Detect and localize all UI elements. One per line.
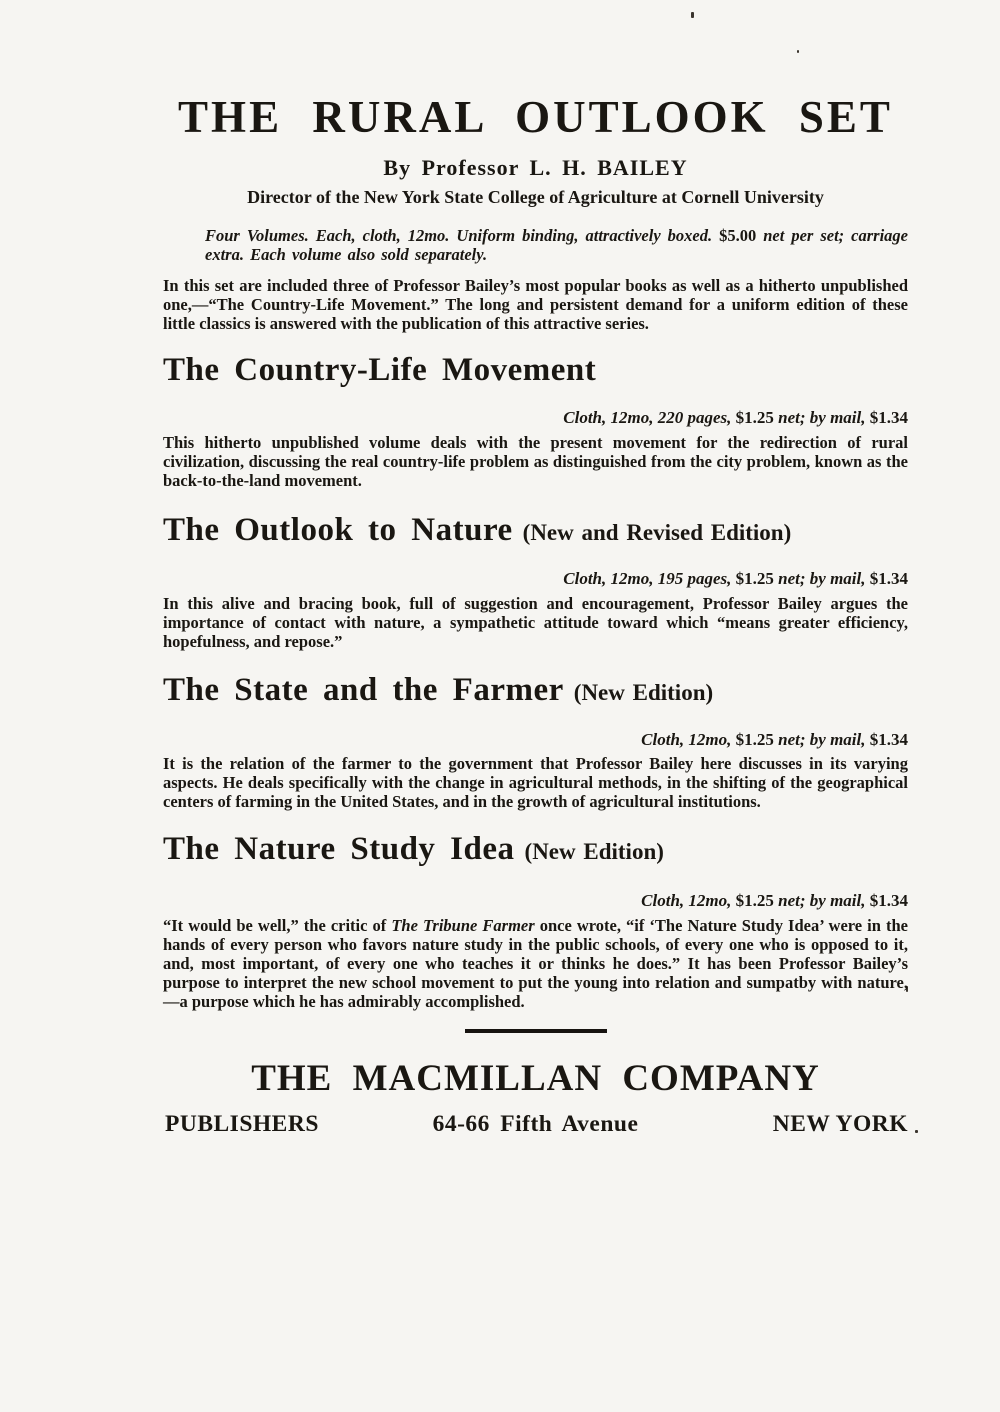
price-part: net; by mail, [773, 569, 870, 588]
price-amount: $1.25 [735, 569, 774, 588]
publisher-city: NEW YORK [772, 1110, 908, 1137]
book-title-country-life-movement [163, 349, 908, 391]
book-description: This hitherto unpublished volume deals with the present movement for the redirection of rural civilization, discussing the real country-life problem as distinguished from the city problem, known as the back-to-the-land movement. [163, 433, 908, 490]
price-part: Cloth, 12mo, [641, 891, 736, 910]
price-part: Cloth, 12mo, 195 pages, [563, 569, 736, 588]
price-amount: $1.25 [735, 730, 774, 749]
book-title-outlook-to-nature [163, 509, 908, 554]
edition-note: (New Edition) [573, 680, 714, 705]
price-part: Cloth, 12mo, 220 pages, [563, 408, 736, 427]
set-edition-note [205, 226, 908, 264]
edition-note: (New Edition) [524, 839, 664, 864]
price-line [163, 407, 908, 429]
set-note-segment: net per set; carriage extra. Each volume also sold separately. [205, 226, 908, 264]
cited-publication-title: The Tribune Farmer [391, 916, 535, 935]
price-part: net; by mail, [773, 891, 870, 910]
book-title-text: The Nature Study Idea [163, 831, 515, 867]
price-part: Cloth, 12mo, [641, 730, 736, 749]
price-amount: $1.34 [869, 569, 908, 588]
publisher-street-address: 64-66 Fifth Avenue [432, 1110, 639, 1137]
publisher-name: THE MACMILLAN COMPANY [251, 1057, 820, 1099]
price-amount: $1.34 [869, 730, 908, 749]
price-line [163, 729, 908, 751]
book-title-nature-study-idea [163, 828, 908, 873]
footer-divider-rule [465, 1029, 607, 1033]
price-amount: $1.25 [735, 891, 774, 910]
price-line [163, 568, 908, 590]
scan-speck [915, 1130, 918, 1133]
book-description: In this alive and bracing book, full of suggestion and encouragement, Professor Bailey argues the importance of contact with nature, a sympathetic attitude toward which “means greater efficiency, hopefulness, and repose.” [163, 594, 908, 651]
publisher-address-row [163, 1110, 908, 1138]
book-description [163, 916, 908, 1011]
set-title: THE RURAL OUTLOOK SET [178, 92, 893, 142]
author-byline: By Professor L. H. BAILEY [383, 155, 688, 180]
page-content [163, 0, 908, 1138]
set-note-segment: Four Volumes. Each, cloth, 12mo. Uniform binding, attractively boxed. [205, 226, 720, 245]
price-part: net; by mail, [773, 408, 870, 427]
set-introduction: In this set are included three of Professor Bailey’s most popular books as well as a hitherto unpublished one,—“The Country-Life Movement.” The long and persistent demand for a uniform edition of these little classics is answered with the publication of this attractive series. [163, 276, 908, 333]
book-title-state-and-farmer [163, 669, 908, 714]
book-title-text: The State and the Farmer [163, 672, 564, 708]
description-segment: once wrote, “if ‘The Nature Study Idea’ were in the hands of every person who favors nature study in the public schools, of every one who is opposed to it, and, most important, of every one who teaches it or thinks he does.” It has been Professor Bailey’s purpose to interpret the new school movement to put the young into relation and sumpatby with nature,—a purpose which he has admirably accomplished. [163, 916, 908, 1011]
book-title-text: The Country-Life Movement [163, 352, 597, 388]
price-amount: $1.34 [869, 891, 908, 910]
publisher-role: PUBLISHERS [165, 1110, 319, 1137]
book-title-text: The Outlook to Nature [163, 512, 513, 548]
price-part: net; by mail, [773, 730, 870, 749]
book-description: It is the relation of the farmer to the government that Professor Bailey here discusses in its varying aspects. He deals specifically with the change in agricultural methods, in the shifting of the geographical centers of farming in the United States, and in the growth of agricultural institutions. [163, 754, 908, 811]
price-amount: $1.25 [735, 408, 774, 427]
set-price: $5.00 [719, 226, 757, 245]
description-segment: “It would be well,” the critic of [163, 916, 392, 935]
edition-note: (New and Revised Edition) [522, 520, 792, 545]
author-credentials: Director of the New York State College of Agriculture at Cornell University [247, 187, 824, 207]
price-line [163, 890, 908, 912]
price-amount: $1.34 [869, 408, 908, 427]
